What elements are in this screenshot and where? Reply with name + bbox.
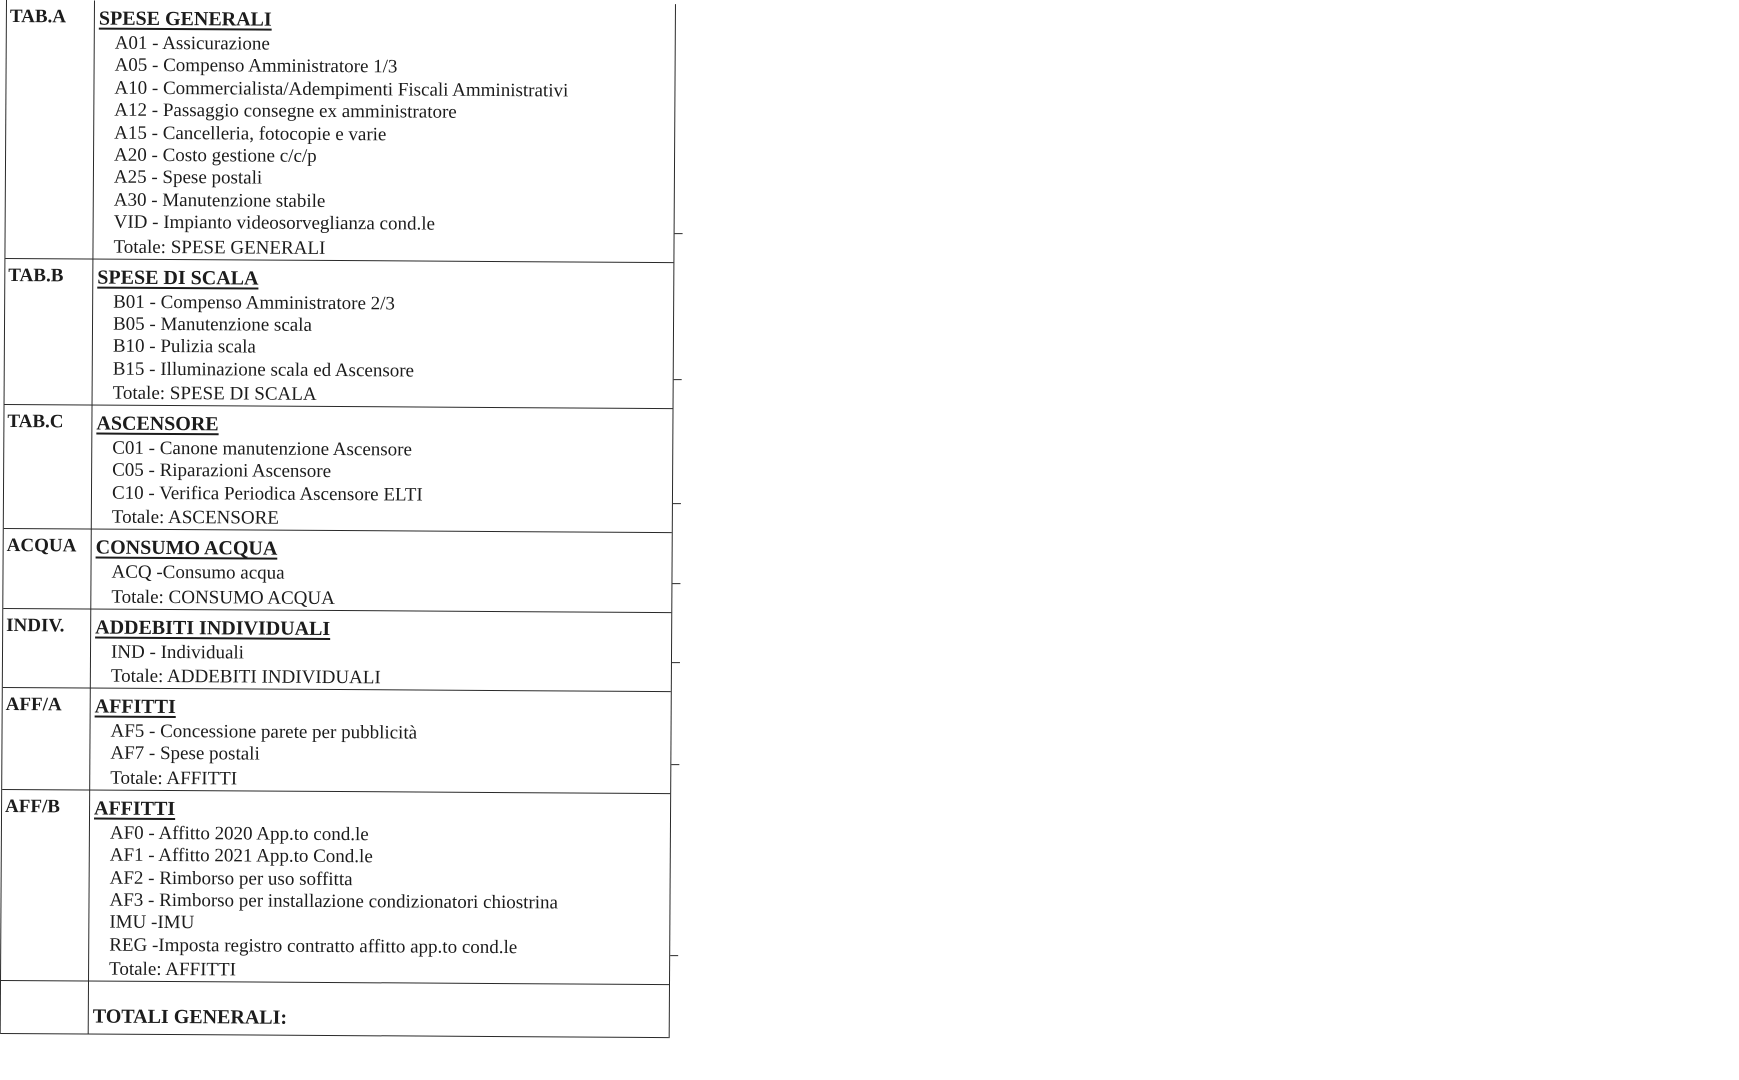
margin-tick [675,233,683,234]
table-section [2,688,671,794]
margin-tick [671,764,679,765]
section-title: CONSUMO ACQUA [95,536,278,560]
expense-item: AF3 - Rimborso per installazione condizionatori chiostrina [109,889,559,914]
expense-item: A10 - Commercialista/Adempimenti Fiscali Amministrativi [114,77,569,102]
section-total: Totale: SPESE DI SCALA [112,382,317,405]
table-section [4,405,673,533]
expense-item: AF1 - Affitto 2021 App.to Cond.le [109,844,373,868]
table-section [1,790,670,985]
margin-tick [673,503,681,504]
section-code: INDIV. [3,609,91,688]
expense-item: REG -Imposta registro contratto affitto app.to cond.le [109,934,518,958]
expense-item: AF7 - Spese postali [110,743,260,765]
expense-item: IND - Individuali [110,641,245,664]
expense-item: A25 - Spese postali [113,167,263,189]
section-code: ACQUA [3,529,91,608]
expense-tables [0,0,676,1038]
section-content [89,790,670,984]
section-title: AFFITTI [94,695,176,719]
section-content [90,689,671,793]
section-total: Totale: ASCENSORE [111,506,279,529]
section-title: ADDEBITI INDIVIDUALI [95,616,331,640]
expense-item: A30 - Manutenzione stabile [113,189,326,212]
expense-item: A12 - Passaggio consegne ex amministratore [114,99,457,123]
section-title: SPESE GENERALI [98,7,272,31]
section-title: AFFITTI [93,797,176,820]
expense-item: B05 - Manutenzione scala [112,313,312,336]
totals-code-cell [1,981,89,1034]
grand-total-label: TOTALI GENERALI: [92,1005,288,1029]
expense-item: AF2 - Rimborso per uso soffitta [109,867,353,890]
section-content [93,1,675,262]
section-total: Totale: AFFITTI [110,767,238,790]
section-code: TAB.B [5,259,94,405]
expense-item: AF0 - Affitto 2020 App.to cond.le [109,822,369,846]
expense-item: A01 - Assicurazione [114,32,270,55]
table-section [5,0,675,263]
section-content [91,609,671,691]
expense-item: A15 - Cancelleria, fotocopie e varie [114,122,387,145]
expense-item: IMU -IMU [109,912,195,934]
section-total: Totale: SPESE GENERALI [113,236,326,259]
expense-item: ACQ -Consumo acqua [111,561,285,584]
section-total: Totale: AFFITTI [109,958,237,981]
expense-item: C01 - Canone manutenzione Ascensore [112,437,413,461]
expense-item: C10 - Verifica Periodica Ascensore ELTI [111,482,423,506]
table-section [5,259,674,410]
section-content [91,530,671,612]
section-total: Totale: ADDEBITI INDIVIDUALI [110,665,381,689]
section-title: SPESE DI SCALA [97,266,259,290]
table-section [3,609,671,692]
totals-content [89,982,669,1038]
expense-item: AF5 - Concessione parete per pubblicità [110,720,418,744]
totals-row [1,981,669,1038]
expense-item: B15 - Illuminazione scala ed Ascensore [112,358,415,382]
margin-tick [674,379,682,380]
margin-tick [672,662,680,663]
section-content [93,259,674,408]
section-content [92,406,673,533]
margin-tick [670,955,678,956]
expense-item: B10 - Pulizia scala [112,335,256,358]
expense-item: A20 - Costo gestione c/c/p [113,144,317,167]
section-title: ASCENSORE [96,412,219,436]
section-code: AFF/A [2,688,91,789]
section-total: Totale: CONSUMO ACQUA [111,586,335,609]
section-code: TAB.A [5,0,95,258]
section-code: AFF/B [1,790,90,981]
section-code: TAB.C [4,405,93,529]
margin-tick [672,583,680,584]
expense-item: B01 - Compenso Amministratore 2/3 [113,291,396,314]
table-section [3,529,671,612]
expense-item: VID - Impianto videosorveglianza cond.le [113,211,436,235]
expense-item: A05 - Compenso Amministratore 1/3 [114,55,398,78]
expense-item: C05 - Riparazioni Ascensore [112,460,332,483]
